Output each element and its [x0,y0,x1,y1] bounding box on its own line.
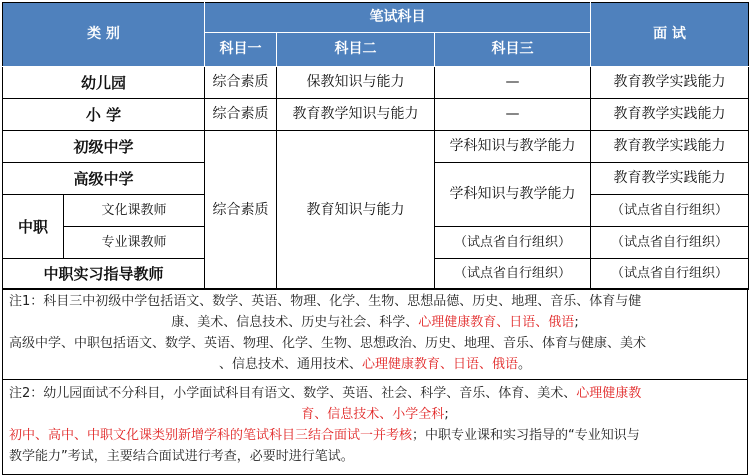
note-1-end: ; [574,315,579,330]
note-1-highlight: 心理健康教育、日语、俄语 [418,315,575,330]
kindergarten-subject-1: 综合素质 [205,67,277,99]
note-1-text-2: 、信息技术、通用技术、 [218,357,362,372]
kindergarten-subject-3: — [435,67,591,99]
culture-interview: （试点省自行组织） [591,195,749,227]
practice-subject-3: （试点省自行组织） [435,259,591,290]
professional-subject-3: （试点省自行组织） [435,227,591,259]
note-2-line-1 [9,383,741,404]
kindergarten-subject-2: 保教知识与能力 [277,67,435,99]
primary-subject-1: 综合素质 [205,99,277,131]
note-2-line-4: 教学能力”考试，主要结合面试进行考查，必要时进行笔试。 [9,449,354,464]
note-2-end: ; [444,407,449,422]
merged-subject-1: 综合素质 [205,131,277,290]
row-primary-label: 小 学 [3,99,205,131]
header-interview: 面 试 [591,3,749,67]
note-2-highlight-2: 育、信息技术、小学全科 [301,407,445,422]
note-2-text-3: ；中职专业课和实习指导的“专业知识与 [412,428,640,443]
note-1-line-2 [9,312,741,333]
note-2 [3,379,747,474]
header-written-subjects: 笔试科目 [205,3,591,33]
senior-interview: 教育教学实践能力 [591,163,749,195]
senior-culture-subject-3: 学科知识与教学能力 [435,163,591,227]
row-practice-instructor-label: 中职实习指导教师 [3,259,205,290]
row-kindergarten-label: 幼儿园 [3,67,205,99]
practice-interview: （试点省自行组织） [591,259,749,290]
exam-subjects-table [2,2,749,290]
kindergarten-interview: 教育教学实践能力 [591,67,749,99]
row-professional-teacher-label: 专业课教师 [64,227,205,259]
junior-subject-3: 学科知识与教学能力 [435,131,591,163]
row-senior-label: 高级中学 [3,163,205,195]
primary-subject-2: 教育教学知识与能力 [277,99,435,131]
header-subject-1: 科目一 [205,33,277,67]
note-2-highlight-3: 初中、高中、中职文化课类别新增学科的笔试科目三结合面试一并考核 [9,428,413,443]
header-subject-2: 科目二 [277,33,435,67]
notes-section [2,288,748,475]
row-junior-label: 初级中学 [3,131,205,163]
note-2-line-3 [9,425,741,446]
row-culture-teacher-label: 文化课教师 [64,195,205,227]
note-1-text: 康、美术、信息技术、历史与社会、科学、 [171,315,419,330]
professional-interview: （试点省自行组织） [591,227,749,259]
note-2-highlight: 心理健康教 [576,386,642,401]
note-1-highlight-2: 心理健康教育、日语、俄语 [361,357,518,372]
note-1-line-4 [9,354,741,375]
row-vocational-label: 中职 [3,195,64,259]
header-category: 类 别 [3,3,205,67]
note-1-end-2: 。 [518,357,532,372]
primary-interview: 教育教学实践能力 [591,99,749,131]
note-2-line-2 [9,404,741,425]
note-1 [3,288,747,379]
note-1-line-3: 高级中学、中职包括语文、数学、英语、物理、化学、生物、思想政治、历史、地理、音乐、体育与健康、美术 [9,336,647,351]
header-subject-3: 科目三 [435,33,591,67]
note-1-line-1: 注1：科目三中初级中学包括语文、数学、英语、物理、化学、生物、思想品德、历史、地理、音乐、体育与健 [9,294,642,309]
primary-subject-3: — [435,99,591,131]
junior-interview: 教育教学实践能力 [591,131,749,163]
note-2-text: 注2：幼儿园面试不分科目，小学面试科目有语文、数学、英语、社会、科学、音乐、体育、美术、 [9,386,577,401]
merged-subject-2: 教育知识与能力 [277,131,435,290]
